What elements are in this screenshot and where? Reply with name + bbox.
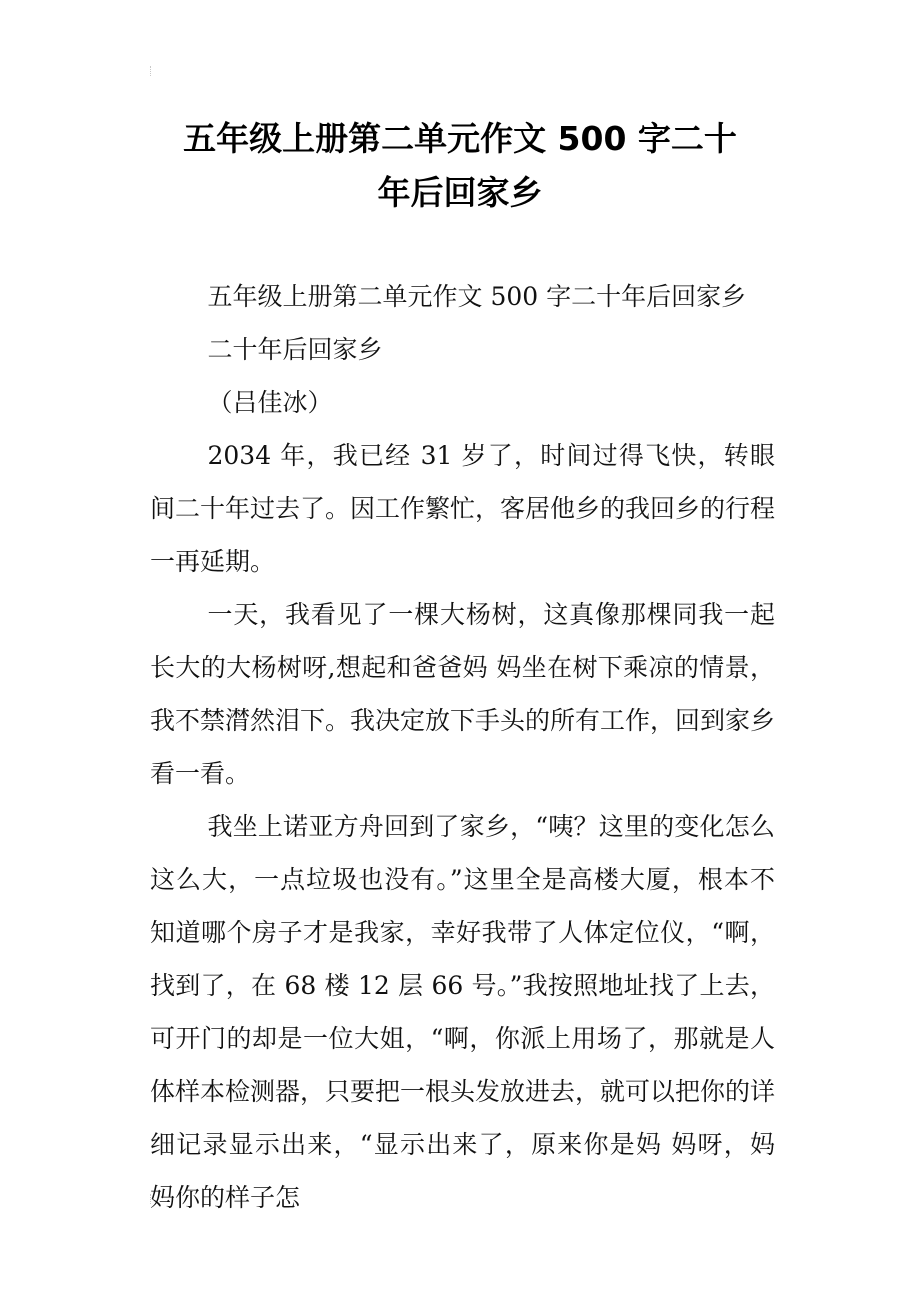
paragraph-text: 一天，我看见了一棵大杨树，这真像那棵同我一起长大的大杨树呀,想起和爸爸妈 妈坐在树下乘凉的情景，我不禁潸然泪下。我决定放下手头的所有工作，回到家乡看一看。 <box>150 600 776 788</box>
title-line-2: 年后回家乡 <box>377 173 543 212</box>
paragraph-subtitle: 二十年后回家乡 <box>207 335 383 364</box>
document-body <box>150 270 775 1224</box>
page-corner-mark <box>150 1194 155 1204</box>
paragraph-author: （吕佳冰） <box>207 388 333 417</box>
paragraph-heading-repeat: 五年级上册第二单元作文 500 字二十年后回家乡 <box>207 282 747 311</box>
paragraph-text: 我坐上诺亚方舟回到了家乡，“咦？这里的变化怎么这么大，一点垃圾也没有。”这里全是高楼大厦，根本不知道哪个房子才是我家，幸好我带了人体定位仪，“啊，找到了，在 68 楼 12 层 66 号。”我按照地址找了上去，可开门的却是一位大姐，“啊，你派上用场了，那就是人体样本检测器，只要把一根头发放进去，就可以把你的详细记录显示出来，“显示出来了，原来你是妈 妈呀，妈 妈你的样子怎 <box>150 812 776 1212</box>
title-line-1: 五年级上册第二单元作文 500 字二十 <box>183 119 737 158</box>
paragraph-text: 2034 年，我已经 31 岁了，时间过得飞快，转眼间二十年过去了。因工作繁忙，客居他乡的我回乡的行程一再延期。 <box>150 441 776 576</box>
page-corner-mark <box>150 66 155 76</box>
page-title <box>110 112 810 220</box>
